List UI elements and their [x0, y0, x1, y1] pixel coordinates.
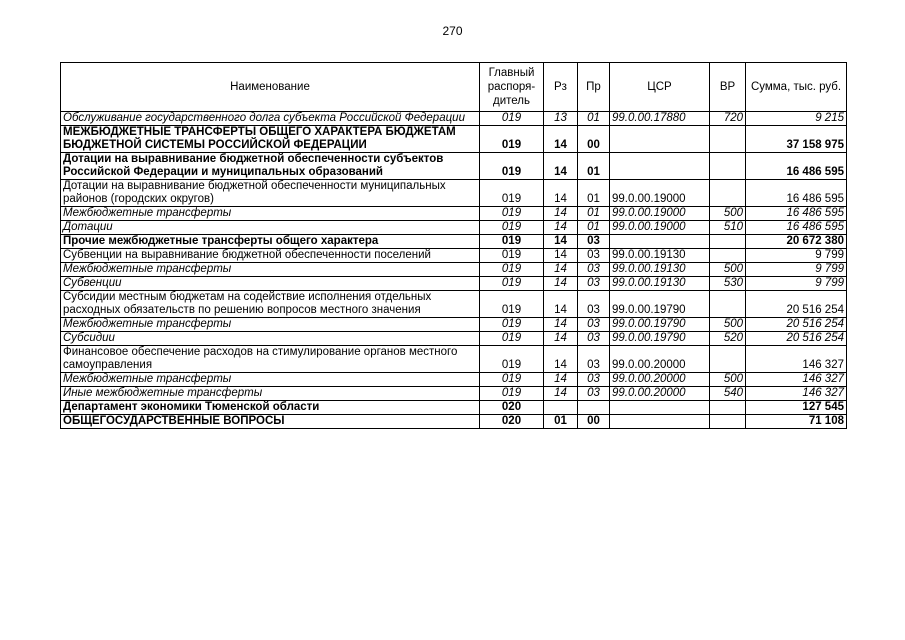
row-name: Межбюджетные трансферты: [61, 318, 480, 332]
header-subsection: Пр: [578, 63, 610, 112]
row-expense-type: 500: [710, 263, 746, 277]
row-expense-type: [710, 235, 746, 249]
row-main-manager: 019: [480, 387, 544, 401]
row-section: 13: [544, 112, 578, 126]
table-row: [61, 221, 847, 235]
table-body: [61, 112, 847, 429]
row-main-manager: 019: [480, 249, 544, 263]
row-name: Межбюджетные трансферты: [61, 263, 480, 277]
row-name: Дотации: [61, 221, 480, 235]
row-subsection: 03: [578, 346, 610, 373]
row-amount: 9 799: [746, 249, 847, 263]
row-subsection: 03: [578, 249, 610, 263]
row-name: Субсидии: [61, 332, 480, 346]
row-target-article: 99.0.00.19790: [610, 291, 710, 318]
row-section: 14: [544, 318, 578, 332]
row-name: Межбюджетные трансферты: [61, 207, 480, 221]
row-main-manager: 019: [480, 263, 544, 277]
row-subsection: 03: [578, 291, 610, 318]
budget-table: [60, 62, 847, 429]
row-main-manager: 019: [480, 373, 544, 387]
row-expense-type: [710, 415, 746, 429]
row-section: 14: [544, 153, 578, 180]
row-expense-type: [710, 291, 746, 318]
row-subsection: 03: [578, 332, 610, 346]
row-subsection: 03: [578, 277, 610, 291]
row-name: Департамент экономики Тюменской области: [61, 401, 480, 415]
row-expense-type: [710, 346, 746, 373]
row-section: 14: [544, 332, 578, 346]
table-row: [61, 291, 847, 318]
row-main-manager: 019: [480, 207, 544, 221]
row-expense-type: 530: [710, 277, 746, 291]
row-expense-type: 500: [710, 373, 746, 387]
row-main-manager: 019: [480, 332, 544, 346]
row-name: ОБЩЕГОСУДАРСТВЕННЫЕ ВОПРОСЫ: [61, 415, 480, 429]
row-subsection: 01: [578, 153, 610, 180]
header-target-article: ЦСР: [610, 63, 710, 112]
row-main-manager: 019: [480, 112, 544, 126]
row-name: Субвенции на выравнивание бюджетной обеспеченности поселений: [61, 249, 480, 263]
table-row: [61, 153, 847, 180]
row-name: МЕЖБЮДЖЕТНЫЕ ТРАНСФЕРТЫ ОБЩЕГО ХАРАКТЕРА БЮДЖЕТАМ БЮДЖЕТНОЙ СИСТЕМЫ РОССИЙСКОЙ ФЕДЕРАЦИИ: [61, 126, 480, 153]
row-subsection: 01: [578, 112, 610, 126]
row-amount: 20 516 254: [746, 318, 847, 332]
row-name: Финансовое обеспечение расходов на стимулирование органов местного самоуправления: [61, 346, 480, 373]
row-expense-type: 500: [710, 318, 746, 332]
row-section: 14: [544, 387, 578, 401]
row-section: 14: [544, 277, 578, 291]
row-target-article: 99.0.00.19000: [610, 221, 710, 235]
row-expense-type: 520: [710, 332, 746, 346]
row-target-article: [610, 401, 710, 415]
row-expense-type: [710, 401, 746, 415]
row-subsection: 03: [578, 263, 610, 277]
row-name: Иные межбюджетные трансферты: [61, 387, 480, 401]
row-target-article: 99.0.00.19000: [610, 180, 710, 207]
table-row: [61, 126, 847, 153]
row-target-article: [610, 126, 710, 153]
row-section: 14: [544, 373, 578, 387]
row-section: 14: [544, 180, 578, 207]
row-main-manager: 019: [480, 221, 544, 235]
row-main-manager: 020: [480, 401, 544, 415]
row-section: 14: [544, 235, 578, 249]
row-target-article: [610, 235, 710, 249]
row-amount: 16 486 595: [746, 221, 847, 235]
row-section: 14: [544, 221, 578, 235]
row-amount: 146 327: [746, 387, 847, 401]
table-row: [61, 332, 847, 346]
row-subsection: 01: [578, 207, 610, 221]
row-amount: 146 327: [746, 373, 847, 387]
row-section: 14: [544, 249, 578, 263]
row-main-manager: 019: [480, 126, 544, 153]
row-target-article: 99.0.00.19000: [610, 207, 710, 221]
row-target-article: [610, 153, 710, 180]
row-name: Дотации на выравнивание бюджетной обеспеченности муниципальных районов (городских округов): [61, 180, 480, 207]
row-subsection: 01: [578, 180, 610, 207]
row-subsection: 00: [578, 415, 610, 429]
row-amount: 37 158 975: [746, 126, 847, 153]
row-section: 01: [544, 415, 578, 429]
table-row: [61, 318, 847, 332]
row-subsection: 03: [578, 387, 610, 401]
table-row: [61, 373, 847, 387]
row-subsection: 00: [578, 126, 610, 153]
table-row: [61, 249, 847, 263]
row-main-manager: 019: [480, 235, 544, 249]
row-name: Обслуживание государственного долга субъекта Российской Федерации: [61, 112, 480, 126]
row-target-article: 99.0.00.19130: [610, 249, 710, 263]
row-target-article: 99.0.00.19790: [610, 332, 710, 346]
row-name: Субсидии местным бюджетам на содействие исполнения отдельных расходных обязательств по решению вопросов местного значения: [61, 291, 480, 318]
row-name: Межбюджетные трансферты: [61, 373, 480, 387]
row-target-article: 99.0.00.20000: [610, 387, 710, 401]
row-amount: 16 486 595: [746, 207, 847, 221]
table-row: [61, 387, 847, 401]
row-subsection: 01: [578, 221, 610, 235]
table-row: [61, 263, 847, 277]
row-expense-type: 510: [710, 221, 746, 235]
row-name: Субвенции: [61, 277, 480, 291]
row-subsection: 03: [578, 318, 610, 332]
table-row: [61, 112, 847, 126]
table-row: [61, 235, 847, 249]
row-section: [544, 401, 578, 415]
row-target-article: 99.0.00.19130: [610, 263, 710, 277]
row-section: 14: [544, 346, 578, 373]
row-main-manager: 019: [480, 153, 544, 180]
header-main-manager: Главный распоря-дитель: [480, 63, 544, 112]
row-amount: 127 545: [746, 401, 847, 415]
row-target-article: 99.0.00.19790: [610, 318, 710, 332]
row-target-article: 99.0.00.20000: [610, 346, 710, 373]
row-amount: 9 799: [746, 263, 847, 277]
row-amount: 146 327: [746, 346, 847, 373]
table-row: [61, 180, 847, 207]
row-main-manager: 019: [480, 346, 544, 373]
row-amount: 20 672 380: [746, 235, 847, 249]
row-amount: 71 108: [746, 415, 847, 429]
table-row: [61, 415, 847, 429]
row-target-article: 99.0.00.20000: [610, 373, 710, 387]
row-amount: 16 486 595: [746, 180, 847, 207]
row-main-manager: 019: [480, 180, 544, 207]
row-amount: 16 486 595: [746, 153, 847, 180]
row-expense-type: [710, 180, 746, 207]
row-target-article: [610, 415, 710, 429]
table-row: [61, 277, 847, 291]
header-section: Рз: [544, 63, 578, 112]
row-section: 14: [544, 207, 578, 221]
row-name: Дотации на выравнивание бюджетной обеспеченности субъектов Российской Федерации и муниципальных образований: [61, 153, 480, 180]
header-row: [61, 63, 847, 112]
table-row: [61, 346, 847, 373]
row-main-manager: 019: [480, 277, 544, 291]
row-main-manager: 019: [480, 318, 544, 332]
row-subsection: 03: [578, 373, 610, 387]
row-expense-type: 720: [710, 112, 746, 126]
header-expense-type: ВР: [710, 63, 746, 112]
row-section: 14: [544, 263, 578, 277]
row-expense-type: 500: [710, 207, 746, 221]
row-subsection: 03: [578, 235, 610, 249]
row-section: 14: [544, 291, 578, 318]
row-expense-type: [710, 249, 746, 263]
row-section: 14: [544, 126, 578, 153]
header-name: Наименование: [61, 63, 480, 112]
row-amount: 20 516 254: [746, 291, 847, 318]
row-target-article: 99.0.00.19130: [610, 277, 710, 291]
page-number: 270: [442, 24, 463, 38]
row-expense-type: [710, 126, 746, 153]
table-row: [61, 207, 847, 221]
row-main-manager: 020: [480, 415, 544, 429]
table-row: [61, 401, 847, 415]
row-main-manager: 019: [480, 291, 544, 318]
row-expense-type: [710, 153, 746, 180]
row-subsection: [578, 401, 610, 415]
row-expense-type: 540: [710, 387, 746, 401]
row-name: Прочие межбюджетные трансферты общего характера: [61, 235, 480, 249]
header-amount: Сумма, тыс. руб.: [746, 63, 847, 112]
row-amount: 9 215: [746, 112, 847, 126]
row-target-article: 99.0.00.17880: [610, 112, 710, 126]
row-amount: 20 516 254: [746, 332, 847, 346]
row-amount: 9 799: [746, 277, 847, 291]
